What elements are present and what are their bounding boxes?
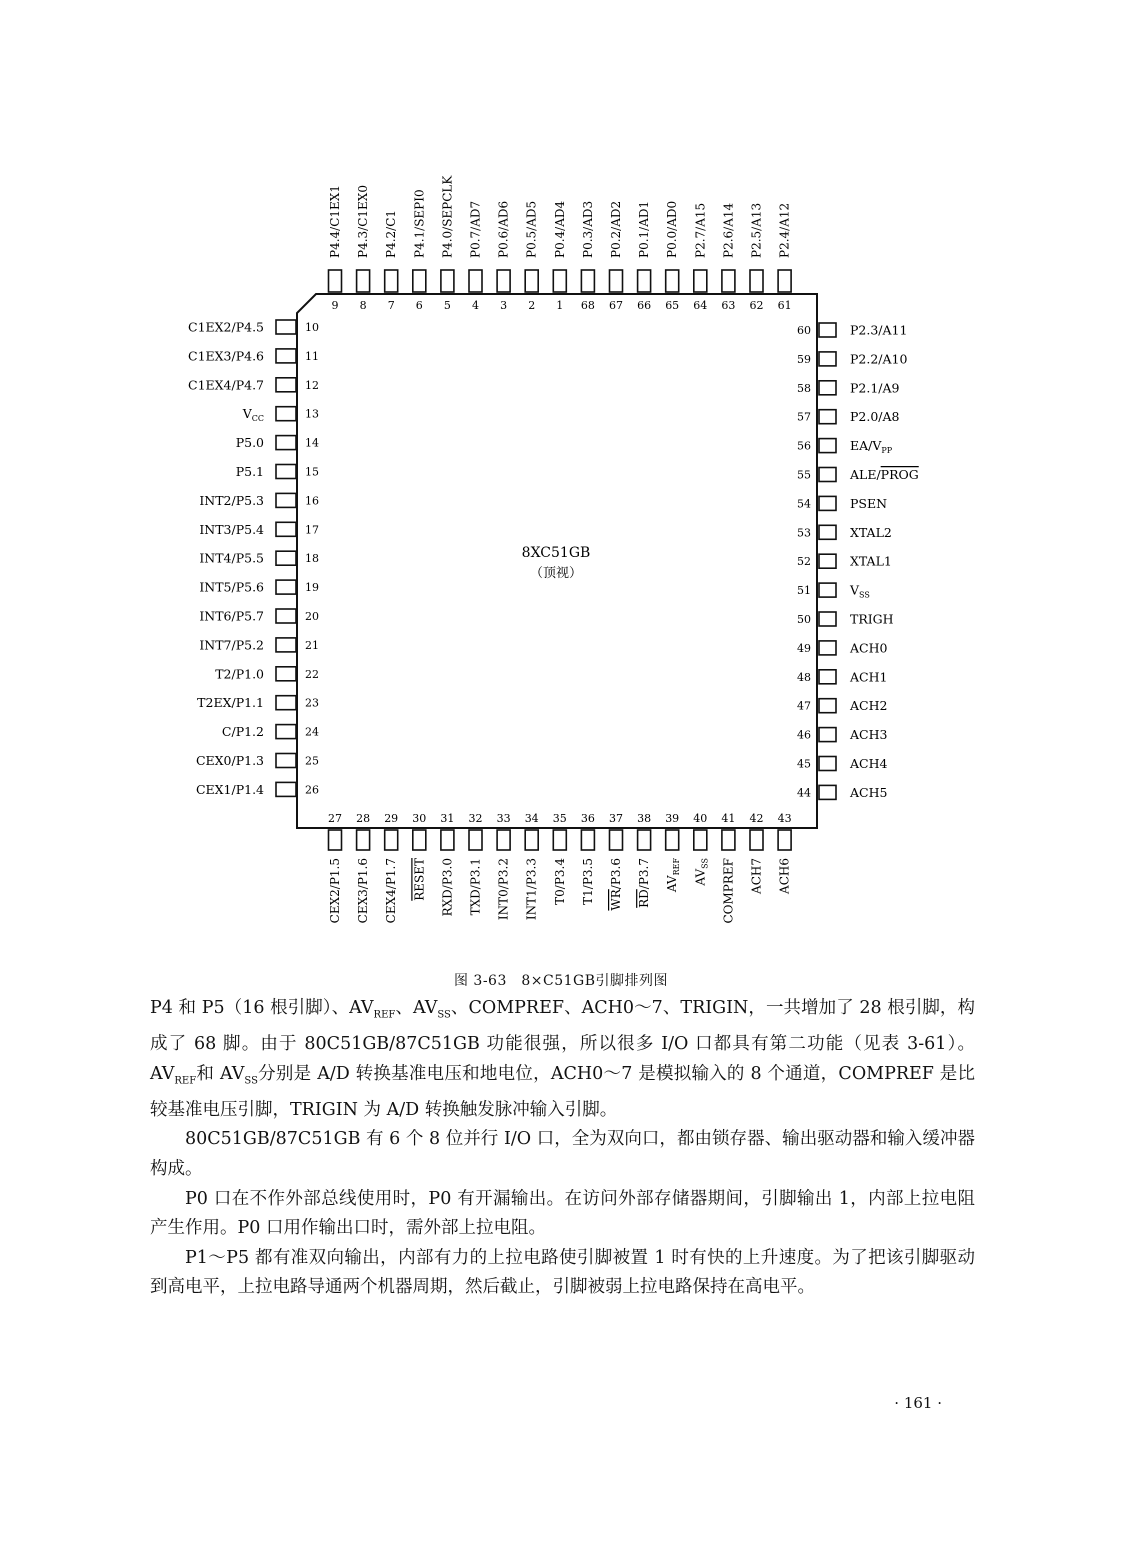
body-text <box>150 994 975 1303</box>
pin-pad <box>819 670 836 684</box>
pin-pad <box>276 522 296 536</box>
pin-number: 38 <box>637 812 652 825</box>
pin-number: 33 <box>496 812 511 825</box>
pin-number: 62 <box>749 299 764 312</box>
pin-number: 44 <box>797 786 811 800</box>
pin-label: COMPREF <box>721 858 736 924</box>
pin-pad <box>329 830 342 850</box>
pin-number: 20 <box>305 610 319 623</box>
pin-number: 18 <box>305 552 319 566</box>
pin-number: 22 <box>305 667 319 681</box>
pin-pad <box>413 830 426 850</box>
pin-pad <box>276 580 296 594</box>
pin-pad <box>819 352 836 366</box>
pin-label: P2.5/A13 <box>749 202 764 258</box>
pin-pad <box>469 270 482 292</box>
figure-caption: 图 3-63 8×C51GB引脚排列图 <box>453 973 669 989</box>
pin-number: 41 <box>721 812 736 825</box>
pin-label: P2.3/A11 <box>850 322 908 338</box>
pin-label: P2.4/A12 <box>777 202 792 258</box>
pin-number: 43 <box>777 812 792 825</box>
pin-label: P4.2/C1 <box>384 209 399 258</box>
pin-label: P2.7/A15 <box>693 202 708 258</box>
pin-pad <box>819 323 836 337</box>
pin-number: 35 <box>552 812 567 825</box>
pin-pad <box>819 381 836 395</box>
pin-label: INT5/P5.6 <box>199 579 264 595</box>
pin-pad <box>638 830 651 850</box>
pin-number: 58 <box>797 381 811 395</box>
pin-pad <box>497 830 510 850</box>
pin-pad <box>778 270 791 292</box>
pin-label: P2.2/A10 <box>850 351 908 367</box>
pin-pad <box>276 609 296 623</box>
pin-label: ACH5 <box>850 784 888 800</box>
pin-pad <box>819 468 836 482</box>
pin-label: C/P1.2 <box>221 724 264 740</box>
pin-pad <box>819 410 836 424</box>
pin-label: P5.0 <box>235 435 264 451</box>
pin-label: $AV_{SS}$ <box>693 858 710 886</box>
pin-number: 15 <box>305 465 319 479</box>
pin-number: 9 <box>331 299 339 312</box>
pin-label: P4.0/SEPCLK <box>440 175 455 258</box>
pin-number: 56 <box>797 439 811 453</box>
pin-number: 68 <box>580 299 595 312</box>
pin-pad <box>610 830 623 850</box>
pin-number: 64 <box>693 299 708 312</box>
pin-pad <box>276 378 296 392</box>
paragraph: P0 口在不作外部总线使用时，P0 有开漏输出。在访问外部存储器期间，引脚输出 1，内部上拉电阻产生作用。P0 口用作输出口时，需外部上拉电阻。 <box>150 1188 975 1239</box>
pin-number: 19 <box>305 581 319 595</box>
pin-number: 26 <box>305 783 319 797</box>
pin-number: 17 <box>305 523 319 537</box>
pin-pad <box>357 270 370 292</box>
pin-number: 49 <box>797 641 811 655</box>
pin-number: 2 <box>528 299 536 312</box>
pin-label: ACH2 <box>850 698 888 714</box>
pin-label: P4.1/SEPI0 <box>412 189 427 258</box>
pin-number: 53 <box>797 526 811 540</box>
pin-pad <box>694 830 707 850</box>
pin-number: 42 <box>749 812 764 825</box>
pin-number: 5 <box>443 299 451 312</box>
pin-number: 65 <box>665 299 680 312</box>
pin-pad <box>819 641 836 655</box>
pin-pad <box>553 270 566 292</box>
page-number: · 161 · <box>894 1394 942 1412</box>
pin-label: CEX3/P1.6 <box>356 858 371 924</box>
pin-pad <box>819 496 836 510</box>
pin-label: INT1/P3.3 <box>524 858 539 921</box>
pin-label: ACH4 <box>850 756 888 771</box>
pin-pad <box>638 270 651 292</box>
pin-pad <box>385 270 398 292</box>
pin-label: P4.4/C1EX1 <box>328 185 342 258</box>
pin-label: ACH0 <box>850 640 888 656</box>
pin-pad <box>276 551 296 565</box>
paragraph: P4 和 P5（16 根引脚）、$AV_{REF}$、$AV_{SS}$、COMPREF、ACH0～7、TRIGIN，一共增加了 28 根引脚，构成了 68 脚。由于 80C51GB/87C51GB 功能很强，所以很多 I/O 口都具有第二功能（见表 3-61）。$AV_{REF}$和 $AV_{SS}$分别是 A/D 转换基准电压和地电位，ACH0～7 是模拟输入的 8 个通道，COMPREF 是比较基准电压引脚，TRIGIN 为 A/D 转换触发脉冲输入引脚。 <box>150 998 976 1120</box>
pin-number: 51 <box>797 584 811 598</box>
pin-label: P0.4/AD4 <box>552 200 567 258</box>
pin-label: T1/P3.5 <box>580 858 595 905</box>
pin-label: P0.1/AD1 <box>637 200 652 258</box>
pin-label: $V_{SS}$ <box>850 582 870 600</box>
chip-name: 8XC51GB <box>521 545 591 561</box>
pin-number: 1 <box>556 299 564 312</box>
pin-number: 28 <box>356 812 371 825</box>
pin-pad <box>276 696 296 710</box>
pin-number: 25 <box>305 754 319 768</box>
pin-label: RD/P3.7 <box>637 858 652 908</box>
pin-number: 50 <box>797 613 811 626</box>
pin-number: 27 <box>328 812 342 825</box>
pin-label: P2.1/A9 <box>850 380 900 396</box>
pin-number: 55 <box>797 468 811 482</box>
pin-number: 37 <box>609 812 623 825</box>
pin-number: 24 <box>305 725 319 739</box>
pin-pad <box>819 554 836 568</box>
pin-pad <box>819 699 836 713</box>
pin-label: T2/P1.0 <box>215 666 264 682</box>
pin-pad <box>722 270 735 292</box>
pin-label: C1EX3/P4.6 <box>188 348 264 364</box>
pin-number: 67 <box>609 299 623 312</box>
pin-label: TRIGH <box>850 611 894 627</box>
pin-number: 6 <box>415 299 423 312</box>
pin-number: 8 <box>359 299 367 312</box>
pin-pad <box>276 436 296 450</box>
pin-pad <box>610 270 623 292</box>
pin-number: 63 <box>721 299 736 312</box>
pin-number: 47 <box>797 699 811 713</box>
pin-label: ACH7 <box>749 858 764 894</box>
pin-label: $EA/V_{PP}$ <box>850 438 893 456</box>
pin-label: INT3/P5.4 <box>199 521 264 537</box>
pin-number: 66 <box>637 299 652 312</box>
pin-pad <box>276 349 296 363</box>
chip-body <box>297 294 817 828</box>
pin-label: P0.2/AD2 <box>609 200 623 258</box>
pin-number: 7 <box>387 299 395 312</box>
pin-label: XTAL1 <box>850 553 892 569</box>
pin-label: P0.0/AD0 <box>665 200 680 258</box>
pin-number: 39 <box>665 812 680 825</box>
pin-number: 14 <box>305 436 319 450</box>
pin-number: 46 <box>797 728 811 742</box>
pin-label: P2.0/A8 <box>850 409 900 425</box>
pin-label: RXD/P3.0 <box>440 858 455 917</box>
pin-pad <box>469 830 482 850</box>
pin-label: INT7/P5.2 <box>199 637 264 653</box>
pin-pad <box>750 830 763 850</box>
pin-number: 32 <box>468 812 483 825</box>
pin-label: P0.3/AD3 <box>580 200 595 258</box>
pin-pad <box>581 270 594 292</box>
pin-pad <box>750 270 763 292</box>
pin-pad <box>276 725 296 739</box>
pin-pad <box>385 830 398 850</box>
pin-number: 36 <box>580 812 595 825</box>
pin-pad <box>581 830 594 850</box>
pin-label: P0.7/AD7 <box>468 200 483 258</box>
pin-pad <box>276 638 296 652</box>
pin-label: P0.6/AD6 <box>496 200 511 258</box>
pin-label: CEX1/P1.4 <box>195 781 264 797</box>
pin-pad <box>276 407 296 421</box>
pin-pad <box>276 667 296 681</box>
pin-number: 21 <box>305 638 319 652</box>
pin-label: RESET <box>412 858 427 901</box>
pin-label: P0.5/AD5 <box>524 200 539 258</box>
pin-label: C1EX4/P4.7 <box>188 377 264 393</box>
pin-number: 34 <box>524 812 539 825</box>
pin-pad <box>819 728 836 742</box>
pin-pad <box>441 270 454 292</box>
pin-pad <box>819 583 836 597</box>
pin-pad <box>553 830 566 850</box>
pin-pad <box>819 525 836 539</box>
pin-label: XTAL2 <box>850 524 892 540</box>
pin-label: ACH6 <box>777 858 792 894</box>
pin-label: ALE/PROG <box>850 467 919 482</box>
pin-pad <box>276 320 296 334</box>
pin-number: 4 <box>472 299 479 312</box>
pin-pad <box>694 270 707 292</box>
pin-number: 3 <box>500 299 508 312</box>
pin-pad <box>413 270 426 292</box>
pin-pad <box>722 830 735 850</box>
pin-label: TXD/P3.1 <box>468 858 483 916</box>
pin-label: P5.1 <box>235 464 264 479</box>
pin-number: 52 <box>797 555 811 569</box>
pin-number: 57 <box>797 410 811 424</box>
pin-pad <box>276 493 296 507</box>
pin-label: INT6/P5.7 <box>199 608 264 624</box>
pin-pad <box>497 270 510 292</box>
pin-number: 40 <box>693 812 708 825</box>
pin-label: T0/P3.4 <box>552 858 567 905</box>
pin-pad <box>525 270 538 292</box>
pin-label: C1EX2/P4.5 <box>188 319 264 335</box>
pin-number: 60 <box>797 324 811 337</box>
pin-pad <box>666 830 679 850</box>
pin-label: P4.3/C1EX0 <box>356 185 371 258</box>
pin-pad <box>276 754 296 768</box>
pin-number: 13 <box>305 407 319 421</box>
pin-pad <box>276 782 296 796</box>
paragraph: 80C51GB/87C51GB 有 6 个 8 位并行 I/O 口，全为双向口，都由锁存器、输出驱动器和输入缓冲器构成。 <box>150 1129 975 1179</box>
paragraph: P1～P5 都有准双向输出，内部有力的上拉电路使引脚被置 1 时有快的上升速度。为了把该引脚驱动到高电平，上拉电路导通两个机器周期，然后截止，引脚被弱上拉电路保持在高电平。 <box>150 1247 975 1298</box>
pin-label: ACH1 <box>850 669 888 685</box>
pin-label: PSEN <box>850 495 888 511</box>
pin-number: 61 <box>777 299 792 312</box>
pin-pad <box>819 785 836 799</box>
pin-pad <box>357 830 370 850</box>
pin-pad <box>441 830 454 850</box>
pin-pad <box>329 270 342 292</box>
pin-pad <box>819 612 836 626</box>
pin-label: CEX0/P1.3 <box>195 753 264 768</box>
chip-view-label: （顶视） <box>529 566 583 581</box>
pin-number: 54 <box>797 497 811 511</box>
pin-label: $AV_{REF}$ <box>665 858 682 893</box>
pin-label: T2EX/P1.1 <box>197 695 264 711</box>
pin-number: 59 <box>797 352 811 366</box>
pin-number: 29 <box>384 812 399 825</box>
pin-pad <box>525 830 538 850</box>
pin-pad <box>276 465 296 479</box>
pin-label: $V_{CC}$ <box>242 406 264 424</box>
pin-number: 30 <box>412 812 427 825</box>
pin-number: 11 <box>305 349 319 363</box>
pin-label: CEX4/P1.7 <box>384 858 399 924</box>
pin-number: 23 <box>305 696 319 710</box>
pin-pad <box>819 439 836 453</box>
pin-number: 48 <box>797 670 811 684</box>
pin-label: INT4/P5.5 <box>199 550 264 566</box>
pin-number: 31 <box>440 812 455 825</box>
pin-label: ACH3 <box>850 727 888 743</box>
pin-label: INT0/P3.2 <box>496 858 511 921</box>
pin-pad <box>778 830 791 850</box>
pin-number: 16 <box>305 494 319 508</box>
pin-pad <box>666 270 679 292</box>
pin-label: CEX2/P1.5 <box>328 858 342 924</box>
pin-number: 10 <box>305 321 319 334</box>
pin-label: WR/P3.6 <box>609 858 623 911</box>
pin-label: P2.6/A14 <box>721 202 736 258</box>
pin-pad <box>819 757 836 771</box>
pin-number: 45 <box>797 757 811 771</box>
pin-number: 12 <box>305 378 319 392</box>
pin-label: INT2/P5.3 <box>199 492 264 508</box>
